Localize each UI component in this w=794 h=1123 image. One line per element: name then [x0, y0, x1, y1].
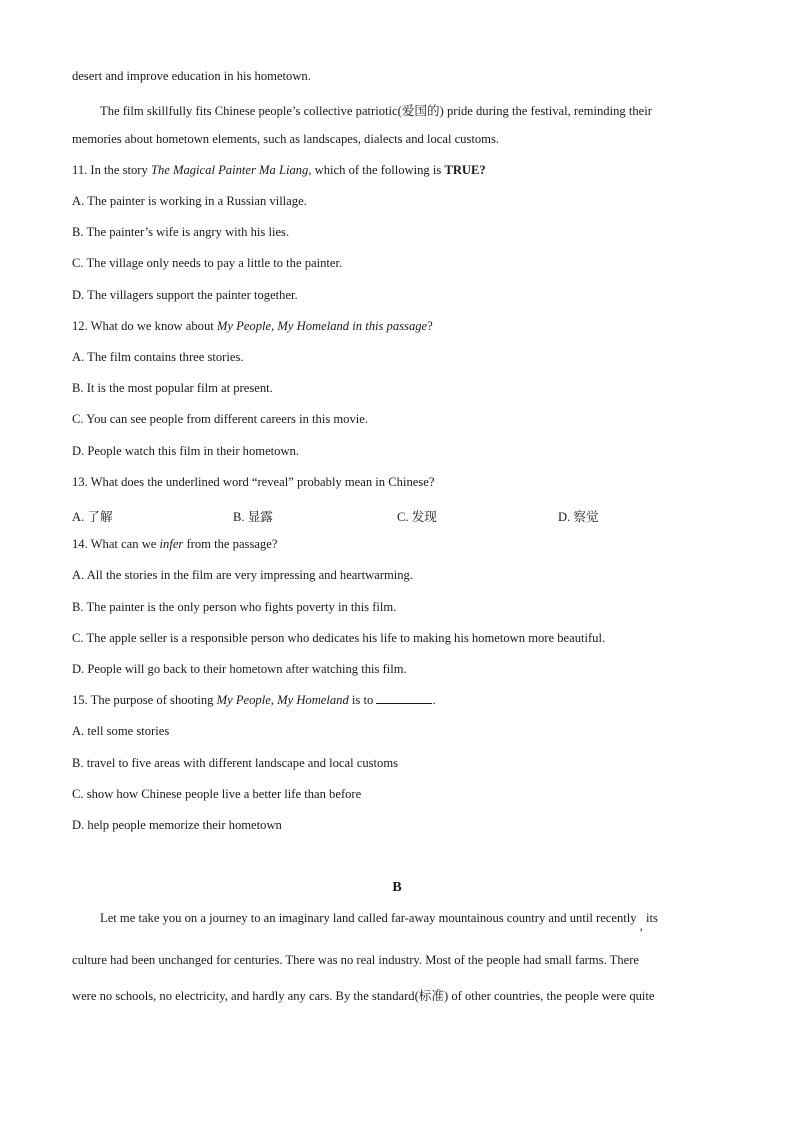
section-b-heading: B: [392, 880, 402, 895]
passage-a-para2-line-1: [100, 100, 652, 119]
section-b-line-3: were no schools, no electricity, and hardly any cars. By the standard(标准) of other countries, the people were quite: [72, 989, 655, 1003]
question-15-stem: [72, 693, 436, 708]
para2-text-b: ) pride during the festival, reminding their: [439, 104, 652, 118]
q11-title: The Magical Painter Ma Liang: [150, 163, 309, 177]
q12-prefix: 12. What do we know about: [72, 319, 217, 333]
q15-suffix: is to: [348, 693, 377, 707]
q13-option-d: D. 察觉: [558, 510, 599, 524]
section-b-line-1-end: its: [646, 911, 658, 925]
q12-option-c: C. You can see people from different careers in this movie.: [72, 412, 368, 426]
q12-suffix: ?: [427, 319, 433, 333]
q11-prefix: 11. In the story: [72, 163, 151, 177]
q11-middle: , which of the following is: [308, 163, 445, 177]
q14-option-a: A. All the stories in the film are very impressing and heartwarming.: [72, 568, 413, 582]
para2-text-a: The film skillfully fits Chinese people’s collective patriotic(: [100, 104, 402, 118]
q14-option-b: B. The painter is the only person who fights poverty in this film.: [72, 600, 397, 614]
q14-option-c: C. The apple seller is a responsible person who dedicates his life to making his hometown more beautiful.: [72, 631, 606, 645]
q15-prefix: 15. The purpose of shooting: [72, 693, 217, 707]
q11-option-d: D. The villagers support the painter together.: [72, 288, 298, 302]
q11-option-a: A. The painter is working in a Russian village.: [72, 194, 307, 208]
passage-a-line-1: desert and improve education in his hometown.: [72, 69, 311, 83]
q15-end: .: [432, 693, 436, 707]
question-12-stem: [72, 319, 433, 334]
q11-bold: TRUE?: [444, 163, 486, 177]
q13-option-b: B. 显露: [233, 510, 273, 524]
q14-italic: infer: [159, 537, 184, 551]
q15-title: My People, My Homeland: [216, 693, 349, 707]
q15-option-b: B. travel to five areas with different landscape and local customs: [72, 756, 399, 770]
q15-option-d: D. help people memorize their hometown: [72, 818, 282, 832]
section-b-line-1-text: Let me take you on a journey to an imaginary land called far-away mountainous country and until recently: [100, 911, 637, 925]
question-11-stem: [72, 163, 486, 178]
q12-option-d: D. People watch this film in their hometown.: [72, 444, 300, 458]
question-13-stem: 13. What does the underlined word “reveal” probably mean in Chinese?: [72, 475, 435, 489]
q11-option-c: C. The village only needs to pay a little to the painter.: [72, 256, 343, 270]
q13-option-a: A. 了解: [72, 510, 113, 524]
q15-option-a: A. tell some stories: [72, 724, 170, 738]
section-b-comma: ,: [639, 919, 643, 933]
q15-answer-blank: [376, 693, 432, 704]
section-b-line-2: culture had been unchanged for centuries. There was no real industry. Most of the people had small farms. There: [72, 953, 639, 967]
para2-chinese-gloss: 爱国的: [401, 104, 440, 118]
question-14-stem: [72, 537, 277, 552]
q14-prefix: 14. What can we: [72, 537, 160, 551]
q14-option-d: D. People will go back to their hometown after watching this film.: [72, 662, 407, 676]
q11-option-b: B. The painter’s wife is angry with his lies.: [72, 225, 290, 239]
q15-option-c: C. show how Chinese people live a better life than before: [72, 787, 362, 801]
q12-option-a: A. The film contains three stories.: [72, 350, 244, 364]
section-b-line-1: [100, 911, 658, 933]
q12-title: My People, My Homeland in this passage: [216, 319, 428, 333]
q13-option-c: C. 发现: [397, 510, 437, 524]
passage-a-para2-line-2: memories about hometown elements, such as landscapes, dialects and local customs.: [72, 132, 500, 146]
q14-suffix: from the passage?: [183, 537, 278, 551]
q12-option-b: B. It is the most popular film at present.: [72, 381, 273, 395]
